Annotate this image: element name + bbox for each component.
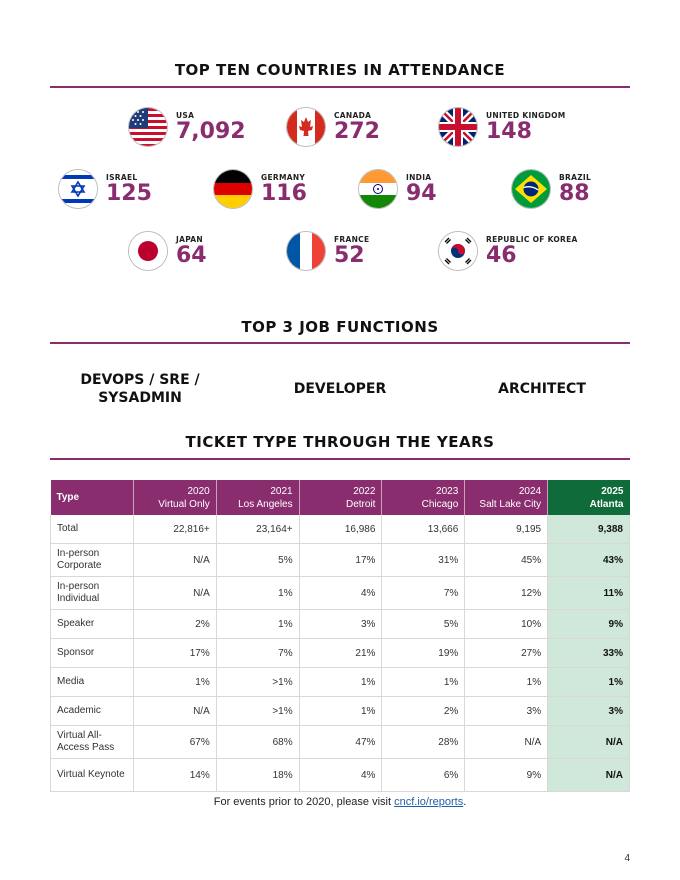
jobs-title: TOP 3 JOB FUNCTIONS: [241, 318, 439, 336]
tickets-title: TICKET TYPE THROUGH THE YEARS: [185, 433, 495, 451]
table-header-row: [51, 480, 630, 515]
table-row: [51, 668, 630, 697]
table-row: [51, 759, 630, 792]
israel-flag-icon: [59, 170, 97, 208]
row-type-cell: Sponsor: [51, 639, 134, 668]
uk-flag-icon: [439, 108, 477, 146]
table-cell: 3%: [465, 697, 548, 726]
table-cell: 23,164+: [216, 515, 299, 544]
table-cell: 4%: [299, 759, 382, 792]
column-header: 2021 Los Angeles: [216, 480, 299, 515]
countries-divider: [50, 86, 630, 88]
jobs-divider: [50, 342, 630, 344]
highlight-cell: N/A: [548, 726, 630, 759]
country-brazil: [512, 170, 591, 208]
table-cell: 18%: [216, 759, 299, 792]
table-cell: 22,816+: [133, 515, 216, 544]
country-korea: [439, 232, 578, 270]
table-cell: 10%: [465, 610, 548, 639]
india-flag-icon: [359, 170, 397, 208]
row-type-cell: Media: [51, 668, 134, 697]
table-cell: N/A: [133, 544, 216, 577]
row-type-cell: Academic: [51, 697, 134, 726]
footnote-text: For events prior to 2020, please visit: [213, 796, 395, 808]
column-header: 2024 Salt Lake City: [465, 480, 548, 515]
table-cell: 27%: [465, 639, 548, 668]
table-row: [51, 697, 630, 726]
table-cell: 1%: [133, 668, 216, 697]
table-cell: 3%: [299, 610, 382, 639]
row-type-cell: Total: [51, 515, 134, 544]
table-cell: N/A: [133, 577, 216, 610]
country-name: UNITED KINGDOM: [486, 111, 566, 120]
country-count: 116: [261, 181, 307, 206]
table-cell: 1%: [216, 577, 299, 610]
row-type-cell: Speaker: [51, 610, 134, 639]
country-germany: [214, 170, 307, 208]
table-cell: 17%: [299, 544, 382, 577]
country-count: 52: [334, 243, 365, 268]
country-uk: [439, 108, 566, 146]
row-type-cell: Virtual All-Access Pass: [51, 726, 134, 759]
country-count: 64: [176, 243, 207, 268]
highlight-cell: 43%: [548, 544, 630, 577]
table-cell: 16,986: [299, 515, 382, 544]
table-row: [51, 726, 630, 759]
table-cell: >1%: [216, 697, 299, 726]
countries-title: TOP TEN COUNTRIES IN ATTENDANCE: [174, 61, 506, 79]
table-cell: 28%: [382, 726, 465, 759]
table-cell: 7%: [216, 639, 299, 668]
tickets-divider: [50, 458, 630, 460]
table-cell: 1%: [216, 610, 299, 639]
highlight-cell: 9%: [548, 610, 630, 639]
france-flag-icon: [287, 232, 325, 270]
column-header-highlight: 2025 Atlanta: [548, 480, 630, 515]
table-row: [51, 515, 630, 544]
country-name: REPUBLIC OF KOREA: [486, 235, 578, 244]
country-usa: [129, 108, 246, 146]
table-cell: 1%: [465, 668, 548, 697]
table-cell: 67%: [133, 726, 216, 759]
japan-flag-icon: [129, 232, 167, 270]
korea-flag-icon: [439, 232, 477, 270]
table-cell: 6%: [382, 759, 465, 792]
ticket-type-table: [50, 480, 630, 792]
country-count: 94: [406, 181, 437, 206]
footnote: [50, 796, 630, 808]
page-number: 4: [624, 853, 630, 864]
column-header: 2022 Detroit: [299, 480, 382, 515]
table-cell: 14%: [133, 759, 216, 792]
table-row: [51, 610, 630, 639]
country-france: [287, 232, 369, 270]
table-cell: 68%: [216, 726, 299, 759]
table-cell: >1%: [216, 668, 299, 697]
country-count: 7,092: [176, 119, 246, 144]
country-count: 46: [486, 243, 517, 268]
brazil-flag-icon: [512, 170, 550, 208]
country-name: BRAZIL: [559, 173, 592, 182]
country-name: CANADA: [334, 111, 372, 120]
country-japan: [129, 232, 207, 270]
country-name: FRANCE: [334, 235, 370, 244]
table-cell: 13,666: [382, 515, 465, 544]
column-header: 2020 Virtual Only: [133, 480, 216, 515]
job-function-3: ARCHITECT: [498, 381, 586, 397]
table-row: [51, 639, 630, 668]
country-israel: [59, 170, 152, 208]
highlight-cell: 33%: [548, 639, 630, 668]
table-cell: 9,195: [465, 515, 548, 544]
country-india: [359, 170, 437, 208]
table-cell: N/A: [465, 726, 548, 759]
country-name: INDIA: [406, 173, 432, 182]
column-header: 2023 Chicago: [382, 480, 465, 515]
country-name: ISRAEL: [106, 173, 138, 182]
table-cell: 31%: [382, 544, 465, 577]
highlight-cell: 3%: [548, 697, 630, 726]
country-name: GERMANY: [261, 173, 306, 182]
country-name: USA: [176, 111, 195, 120]
country-count: 148: [486, 119, 532, 144]
row-type-cell: Virtual Keynote: [51, 759, 134, 792]
footnote-end: .: [463, 796, 467, 808]
table-cell: 21%: [299, 639, 382, 668]
table-cell: 9%: [465, 759, 548, 792]
country-name: JAPAN: [176, 235, 203, 244]
job-function-2: DEVELOPER: [293, 381, 387, 397]
table-row: [51, 577, 630, 610]
country-canada: [287, 108, 380, 146]
table-cell: 1%: [382, 668, 465, 697]
table-row: [51, 544, 630, 577]
table-cell: 4%: [299, 577, 382, 610]
table-cell: 5%: [216, 544, 299, 577]
highlight-cell: N/A: [548, 759, 630, 792]
germany-flag-icon: [214, 170, 252, 208]
table-cell: 47%: [299, 726, 382, 759]
table-cell: 17%: [133, 639, 216, 668]
table-cell: 19%: [382, 639, 465, 668]
usa-flag-icon: [129, 108, 167, 146]
row-type-cell: In-person Corporate: [51, 544, 134, 577]
country-count: 88: [559, 181, 590, 206]
canada-flag-icon: [287, 108, 325, 146]
table-cell: N/A: [133, 697, 216, 726]
row-type-cell: In-person Individual: [51, 577, 134, 610]
highlight-cell: 9,388: [548, 515, 630, 544]
table-cell: 1%: [299, 697, 382, 726]
table-cell: 45%: [465, 544, 548, 577]
highlight-cell: 1%: [548, 668, 630, 697]
table-cell: 5%: [382, 610, 465, 639]
column-header-type: Type: [51, 480, 134, 515]
table-cell: 2%: [382, 697, 465, 726]
highlight-cell: 11%: [548, 577, 630, 610]
table-cell: 12%: [465, 577, 548, 610]
country-count: 272: [334, 119, 380, 144]
country-count: 125: [106, 181, 152, 206]
table-cell: 1%: [299, 668, 382, 697]
job-function-1: DEVOPS / SRE / SYSADMIN: [80, 372, 200, 406]
table-cell: 7%: [382, 577, 465, 610]
table-cell: 2%: [133, 610, 216, 639]
reports-link[interactable]: cncf.io/reports: [394, 796, 464, 808]
